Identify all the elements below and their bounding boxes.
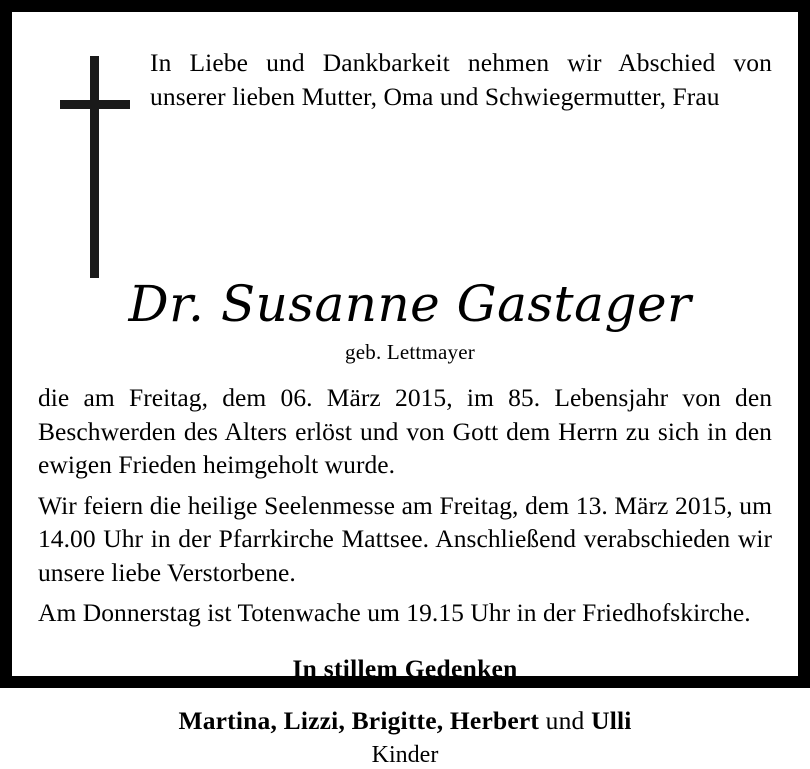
body-paragraph-2: Wir feiern die heilige Seelenmesse am Freitag, dem 13. März 2015, um 14.00 Uhr in der Pfarrkirche Mattsee. Anschließend verabschieden wir unsere liebe Verstorbene.: [38, 490, 772, 587]
deceased-name: Dr. Susanne Gastager: [128, 275, 692, 333]
survivors-names: Martina, Lizzi, Brigitte, Herbert: [178, 705, 540, 735]
survivors-conjunction: und: [539, 705, 592, 735]
deceased-maiden-name: geb. Lettmayer: [345, 340, 475, 364]
in-memory-line: In stillem Gedenken: [292, 653, 518, 683]
closing-section: [38, 654, 772, 769]
body-text-block: [38, 381, 772, 630]
survivors-line: [38, 706, 772, 736]
intro-text-block: [150, 34, 772, 114]
cross-vertical-bar: [90, 56, 99, 278]
intro-text: In Liebe und Dankbarkeit nehmen wir Abschied von unserer lieben Mutter, Oma und Schwiegermutter, Frau: [150, 48, 772, 111]
body-paragraph-1: die am Freitag, dem 06. März 2015, im 85. Lebensjahr von den Beschwerden des Alters erlöst und von Gott dem Herrn zu sich in den ewigen Frieden heimgeholt wurde.: [38, 383, 772, 480]
deceased-name-line: [48, 275, 772, 333]
obituary-card: [10, 10, 800, 768]
survivors-last-name: Ulli: [591, 705, 632, 735]
survivors-relation: Kinder: [371, 741, 439, 768]
cross-horizontal-bar: [60, 100, 130, 109]
cross-icon: [38, 34, 150, 264]
body-paragraph-3: Am Donnerstag ist Totenwache um 19.15 Uhr in der Friedhofskirche.: [38, 598, 751, 628]
header-section: [38, 34, 772, 264]
